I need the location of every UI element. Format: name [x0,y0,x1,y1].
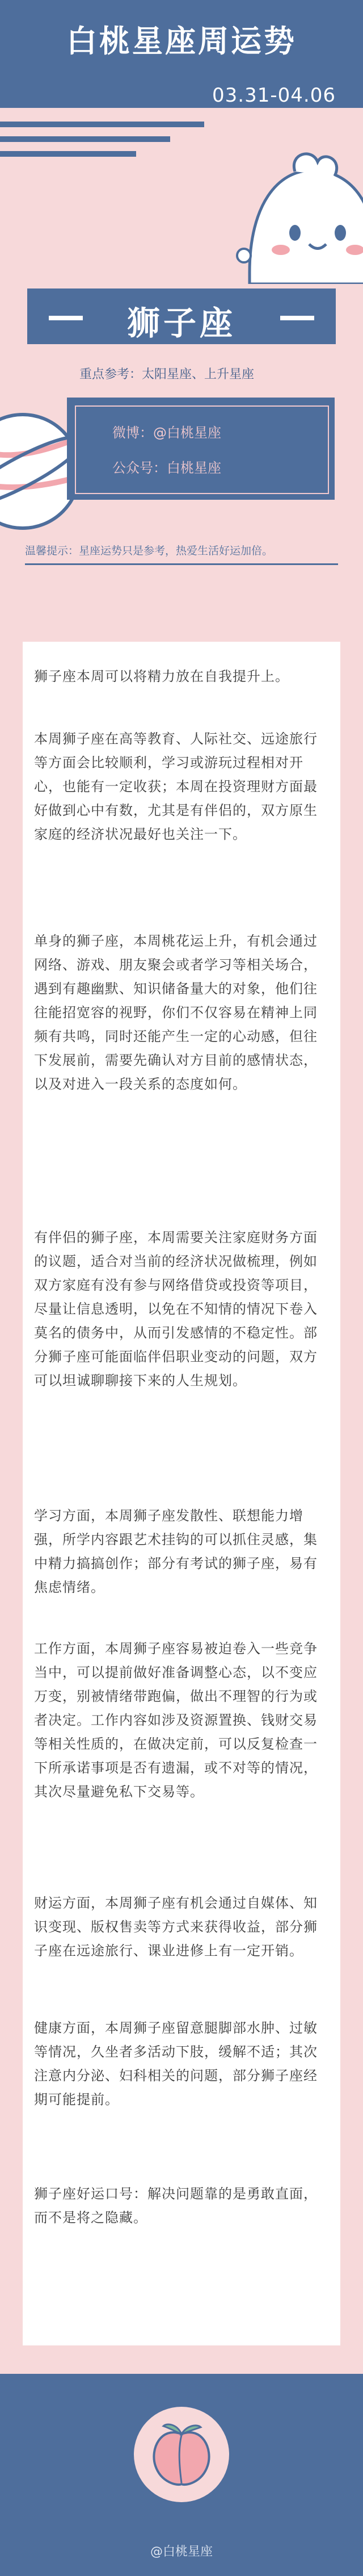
weibo-handle: 微博：@白桃星座 [112,425,221,441]
poster-header [0,0,363,642]
divider [25,563,338,565]
content-card [23,642,340,2345]
reference-label: 重点参考： [79,367,142,382]
banner-dash [280,316,314,320]
peach-icon [150,2420,213,2489]
date-range: 03.31-04.06 [212,84,336,107]
sign-banner [27,288,336,344]
ghost-mascot-icon [227,136,363,284]
decor-stripe [0,151,136,157]
paragraph-slogan: 狮子座好运口号：解决问题靠的是勇敢直面，而不是将之隐藏。 [34,2186,318,2226]
reference-value: 太阳星座、上升星座 [142,367,255,382]
paragraph-work: 工作方面，本周狮子座容易被迫卷入一些竞争当中，可以提前做好准备调整心态，以不变应万变，别被情绪带跑偏，做出不理智的行为或者决定。工作内容如涉及资源置换、钱财交易等相关性质的，在做决定前，可以反复检查一下所承诺事项是否有遗漏，或不对等的情况，其次尽量避免私下交易等。 [34,1641,318,1800]
title-band [0,0,363,108]
reference-line [79,365,254,382]
paragraph-finance: 财运方面，本周狮子座有机会通过自媒体、知识变现、版权售卖等方式来获得收益，部分狮子座在远途旅行、课业进修上有一定开销。 [34,1895,318,1959]
contact-box-border [75,405,329,494]
sign-name: 狮子座 [126,304,236,342]
paragraph-study: 学习方面，本周狮子座发散性、联想能力增强，所学内容跟艺术挂钩的可以抓住灵感，集中精力搞搞创作；部分有考试的狮子座，易有焦虑情绪。 [34,1508,318,1595]
contact-box [67,398,335,500]
paragraph-single: 单身的狮子座，本周桃花运上升，有机会通过网络、游戏、朋友聚会或者学习等相关场合，遇到有趣幽默、知识储备量大的对象，他们往往能招宽容的视野，你们不仅容易在精神上同频有共鸣，同时还能产生一定的心动感，但往下发展前，需要先确认对方目前的感情状态，以及对进入一段关系的态度如何。 [34,933,318,1092]
main-title: 白桃星座周运势 [66,23,297,59]
paragraph-intro: 狮子座本周可以将精力放在自我提升上。 [34,668,289,684]
decor-stripe [0,136,170,142]
wechat-account: 公众号：白桃星座 [112,460,221,476]
paragraph-couple: 有伴侣的狮子座，本周需要关注家庭财务方面的议题，适合对当前的经济状况做梳理，例如双方家庭有没有参与网络借贷或投资等项目，尽量让信息透明，以免在不知情的情况下卷入莫名的债务中，从而引发感情的不稳定性。部分狮子座可能面临伴侣职业变动的问题，双方可以坦诚聊聊接下来的人生规划。 [34,1230,318,1389]
decor-stripe [0,122,204,127]
paragraph-health: 健康方面，本周狮子座留意腿脚部水肿、过敏等情况，久坐者多活动下肢，缓解不适；其次注意内分泌、妇科相关的问题，部分狮子座经期可能提前。 [34,2020,318,2107]
footer-brand: @白桃星座 [150,2545,213,2559]
paragraph-overview: 本周狮子座在高等教育、人际社交、远途旅行等方面会比较顺利，学习或游玩过程相对开心，也能有一定收获；本周在投资理财方面最好做到心中有数，尤其是有伴侣的，双方原生家庭的经济状况最好也关注一下。 [34,731,318,842]
notice-text: 温馨提示：星座运势只是参考，热爱生活好运加倍。 [25,545,273,557]
